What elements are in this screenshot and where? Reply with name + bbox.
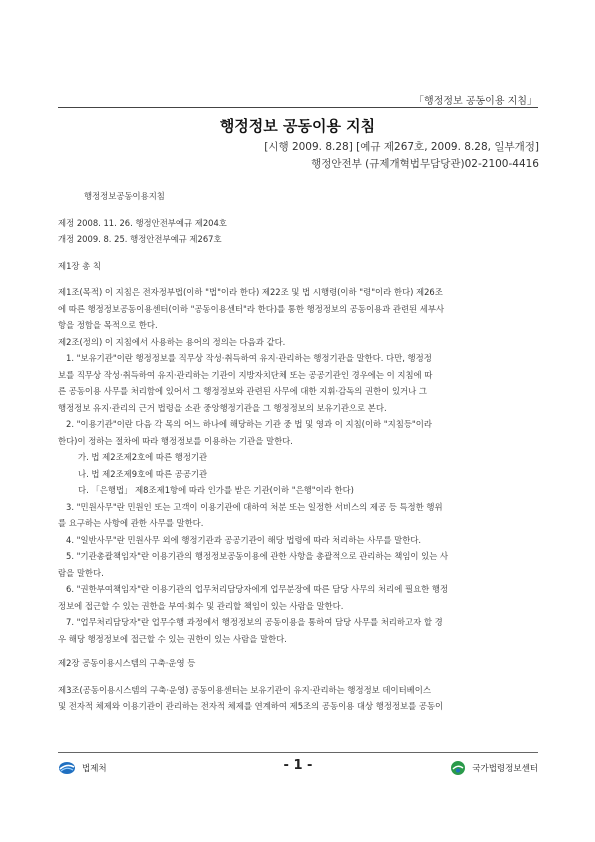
document-tag: 「행정정보 공동이용 지침」 bbox=[414, 96, 537, 107]
definition-item: 를 요구하는 사항에 관한 사무를 말한다. bbox=[58, 518, 204, 528]
enforcement-info: [시행 2009. 8.28] [예규 제267호, 2009. 8.28, 일부개정] bbox=[264, 141, 539, 153]
page-number: - 1 - bbox=[283, 758, 313, 773]
sub-item: 다. 「은행법」 제8조제1항에 따라 인가를 받은 기관(이하 "은행"이라 한다) bbox=[78, 485, 354, 495]
footer-divider bbox=[58, 752, 538, 753]
article-text: 항을 정함을 목적으로 한다. bbox=[58, 320, 158, 330]
law-info-center-logo-icon bbox=[450, 760, 466, 776]
definition-item: 4. "일반사무"란 민원사무 외에 행정기관과 공공기관이 해당 법령에 따라 처리하는 사무를 말한다. bbox=[66, 534, 422, 545]
page-title: 행정정보 공동이용 지침 bbox=[219, 117, 376, 135]
definition-item: 7. "업무처리담당자"란 업무수행 과정에서 행정정보의 공동이용을 통하여 담당 사무를 처리하고자 할 경 bbox=[66, 617, 443, 627]
definition-item: 른 공동이용 사무를 처리함에 있어서 그 행정정보와 관련된 사무에 대한 지휘·감독의 권한이 있거나 그 bbox=[58, 386, 427, 396]
definition-item: 보를 직무상 작성·취득하여 유지·관리하는 기관이 지방자치단체 또는 공공기관인 경우에는 이 지침에 따 bbox=[58, 369, 433, 380]
definition-item: 5. "기관총괄책임자"란 이용기관의 행정정보공동이용에 관한 사항을 총괄적으로 관리하는 책임이 있는 사 bbox=[66, 551, 449, 561]
ministry-contact: 행정안전부 (규제개혁법무담당관)02-2100-4416 bbox=[311, 158, 539, 170]
chapter-heading: 제2장 공동이용시스템의 구축·운영 등 bbox=[58, 658, 196, 668]
enactment-line: 제정 2008. 11. 26. 행정안전부예규 제204호 bbox=[58, 217, 227, 228]
definition-item: 한다)이 정하는 절차에 따라 행정정보를 이용하는 기관을 말한다. bbox=[58, 435, 293, 446]
document-body bbox=[58, 188, 538, 715]
sub-item: 나. 법 제2조제9호에 따른 공공기관 bbox=[78, 468, 208, 479]
article-text: 에 따른 행정정보공동이용센터(이하 "공동이용센터"라 한다)를 통한 행정정보의 공동이용과 관련된 세부사 bbox=[58, 303, 445, 314]
definition-item: 정보에 접근할 수 있는 권한을 부여·회수 및 관리할 책임이 있는 사람을 말한다. bbox=[58, 600, 344, 611]
article-text: 제2조(정의) 이 지침에서 사용하는 용어의 정의는 다음과 같다. bbox=[58, 336, 286, 347]
footer-right bbox=[450, 760, 538, 776]
definition-item: 우 해당 행정정보에 접근할 수 있는 권한이 있는 사람을 말한다. bbox=[58, 633, 287, 644]
header-divider bbox=[58, 107, 538, 108]
article-text: 및 전자적 체제와 이용기관이 관리하는 전자적 체제를 연계하여 제5조의 공동이용 대상 행정정보를 공동이 bbox=[58, 701, 444, 711]
doc-name: 행정정보공동이용지침 bbox=[84, 191, 165, 201]
definition-item: 3. "민원사무"란 민원인 또는 고객이 이용기관에 대하여 처분 또는 일정한 서비스의 제공 등 특정한 행위 bbox=[66, 501, 443, 512]
definition-item: 람을 말한다. bbox=[58, 567, 104, 578]
definition-item: 행정정보 유지·관리의 근거 법령을 소관 중앙행정기관을 그 행정정보의 보유기관으로 본다. bbox=[58, 402, 387, 413]
sub-item: 가. 법 제2조제2호에 따른 행정기관 bbox=[78, 452, 208, 462]
footer-right-label: 국가법령정보센터 bbox=[472, 764, 538, 774]
article-text: 제1조(목적) 이 지침은 전자정부법(이하 "법"이라 한다) 제22조 및 법 시행령(이하 "령"이라 한다) 제26조 bbox=[58, 287, 443, 297]
chapter-heading: 제1장 총 칙 bbox=[58, 260, 102, 271]
footer-left-label: 법제처 bbox=[82, 764, 107, 774]
definition-item: 1. "보유기관"이란 행정정보를 직무상 작성·취득하여 유지·관리하는 행정기관을 말한다. 다만, 행정정 bbox=[66, 353, 432, 363]
amendment-line: 개정 2009. 8. 25. 행정안전부예규 제267호 bbox=[58, 234, 222, 244]
article-text: 제3조(공동이용시스템의 구축·운영) 공동이용센터는 보유기관이 유지·관리하는 행정정보 데이터베이스 bbox=[58, 684, 431, 695]
page-footer bbox=[58, 758, 538, 782]
definition-item: 6. "권한부여책임자"란 이용기관의 업무처리담당자에게 업무분장에 따른 담당 사무의 처리에 필요한 행정 bbox=[66, 584, 449, 594]
definition-item: 2. "이용기관"이란 다음 각 목의 어느 하나에 해당하는 기관 중 법 및 영과 이 지침(이하 "지침등"이라 bbox=[66, 419, 432, 429]
